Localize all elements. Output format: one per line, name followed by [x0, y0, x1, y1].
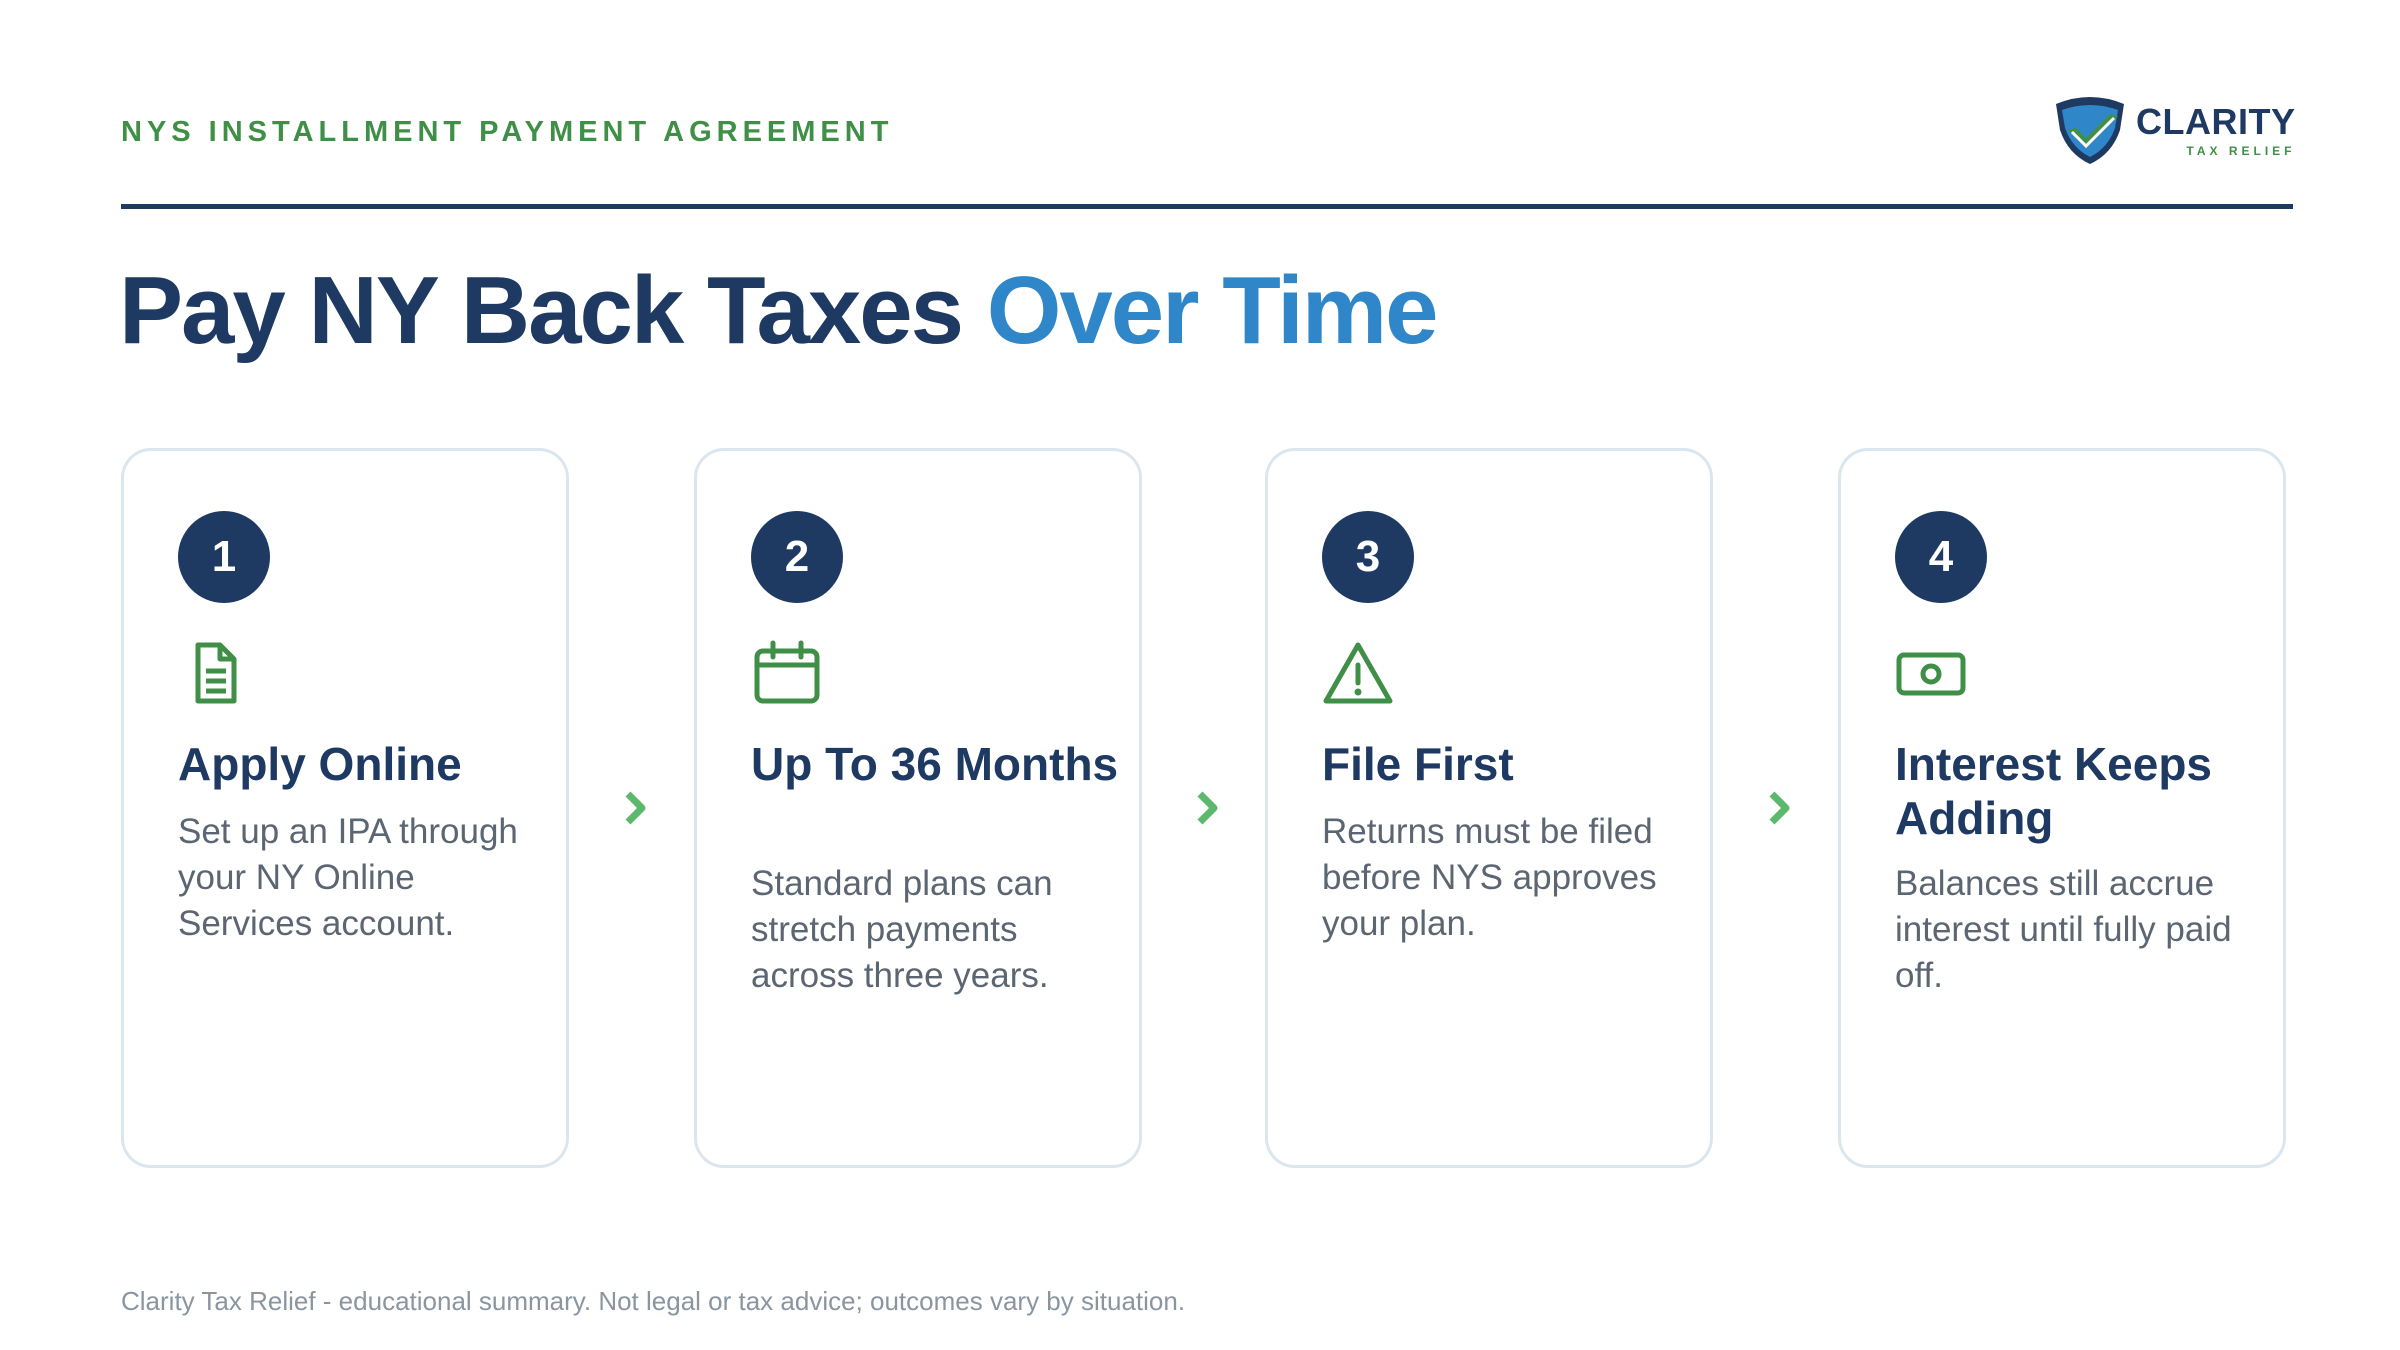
chevron-right-icon	[1192, 788, 1222, 828]
header-kicker: NYS INSTALLMENT PAYMENT AGREEMENT	[121, 116, 894, 148]
logo-name: CLARITY	[2136, 101, 2296, 142]
step-number-badge: 2	[751, 511, 843, 603]
step-description: Balances still accrue interest until fully paid off.	[1895, 864, 2232, 995]
step-description: Standard plans can stretch payments across three years.	[751, 864, 1053, 995]
step-title: Apply Online	[178, 738, 462, 790]
step-number-badge: 1	[178, 511, 270, 603]
chevron-right-icon	[1764, 788, 1794, 828]
warning-icon	[1322, 637, 1394, 709]
calendar-icon	[751, 637, 823, 709]
step-description: Set up an IPA through your NY Online Services account.	[178, 812, 518, 943]
shield-check-icon	[2052, 96, 2128, 166]
step-card-2	[694, 448, 1142, 1168]
document-icon	[178, 637, 250, 709]
brand-logo	[2052, 96, 2296, 166]
step-title: Interest Keeps Adding	[1895, 738, 2213, 844]
step-card-4	[1838, 448, 2286, 1168]
step-card-3	[1265, 448, 1713, 1168]
step-number-badge: 3	[1322, 511, 1414, 603]
header-divider	[121, 204, 2293, 209]
page-title	[119, 258, 1437, 364]
step-title: Up To 36 Months	[751, 738, 1119, 790]
step-card-1	[121, 448, 569, 1168]
step-description: Returns must be filed before NYS approves your plan.	[1322, 812, 1657, 943]
step-title: File First	[1322, 738, 1514, 790]
step-number-badge: 4	[1895, 511, 1987, 603]
logo-subtitle: TAX RELIEF	[2186, 144, 2296, 158]
chevron-right-icon	[620, 788, 650, 828]
title-main: Pay NY Back Taxes	[119, 257, 963, 364]
title-accent: Over Time	[986, 257, 1437, 364]
money-icon	[1895, 637, 1967, 709]
footer-disclaimer: Clarity Tax Relief - educational summary. Not legal or tax advice; outcomes vary by situation.	[121, 1286, 1186, 1316]
